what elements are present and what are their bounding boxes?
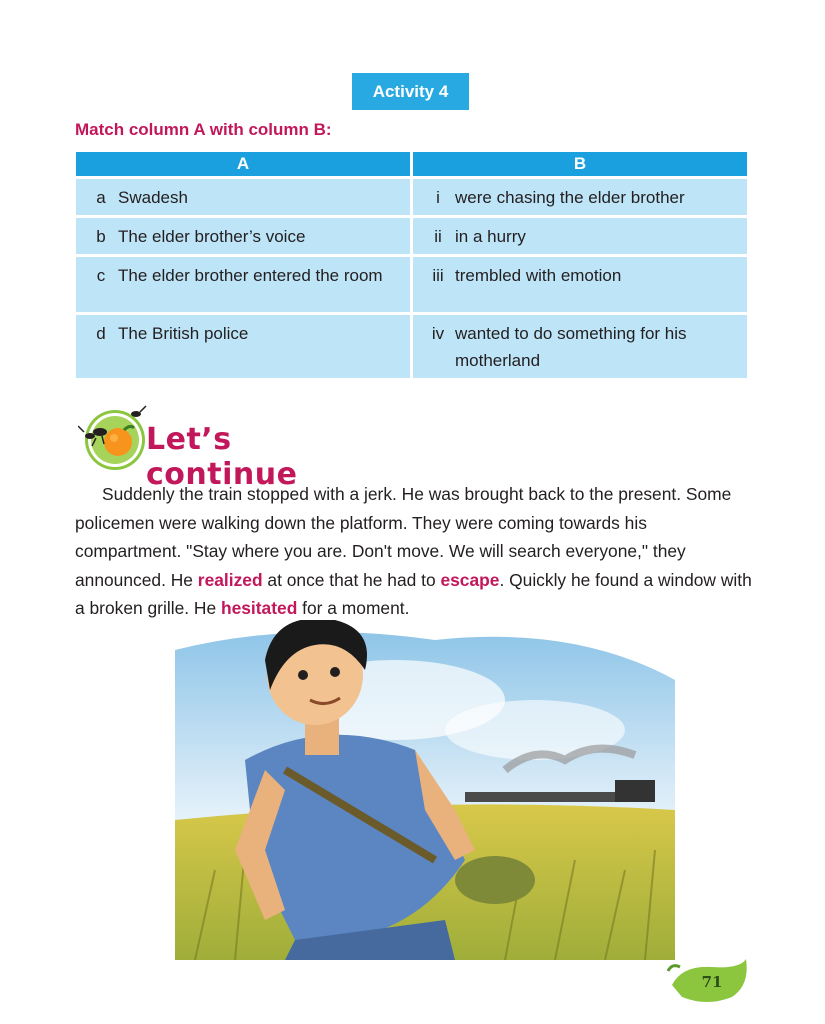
column-b-cell <box>413 315 747 378</box>
column-a-cell <box>76 315 410 378</box>
row-index: iv <box>431 324 445 343</box>
cell-text: wanted to do something for his motherland <box>455 324 687 370</box>
activity-badge: Activity 4 <box>352 73 469 110</box>
page-number: 71 <box>701 973 723 991</box>
column-b-header: B <box>413 152 747 176</box>
table-row <box>76 257 747 312</box>
column-a-header: A <box>76 152 410 176</box>
cell-text: The elder brother’s voice <box>118 227 306 246</box>
row-index: i <box>436 188 440 207</box>
column-a-cell <box>76 218 410 254</box>
story-text: at once that he had to <box>262 569 441 590</box>
section-title: Let’s continue <box>146 422 298 492</box>
cell-text: Swadesh <box>118 188 188 207</box>
section-header <box>78 402 378 492</box>
cell-text: in a hurry <box>455 227 526 246</box>
boy-in-field-illustration <box>175 620 675 960</box>
vocab-word: hesitated <box>220 598 298 618</box>
column-a-cell <box>76 179 410 215</box>
row-index: d <box>96 324 106 343</box>
vocab-word: realized <box>197 569 263 590</box>
table-row <box>76 218 747 254</box>
table-header-row <box>76 152 747 176</box>
story-text: for a moment. <box>297 598 410 618</box>
cell-text: The British police <box>118 324 249 343</box>
table-row <box>76 315 747 378</box>
story-text: Suddenly the train stopped with a jerk. He was brought back to the present. Some policemen were walking down the platform. They were coming towards his compartment. "Stay where you are. Don't move. We will search everyone," they announced. He <box>75 484 732 590</box>
row-index: c <box>96 266 106 285</box>
column-b-cell <box>413 257 747 312</box>
cell-text: were chasing the elder brother <box>455 188 685 207</box>
page-number-badge <box>662 955 752 1005</box>
row-index: b <box>96 227 106 246</box>
row-index: iii <box>432 266 444 285</box>
story-paragraph <box>75 480 755 623</box>
table-row <box>76 179 747 215</box>
column-b-cell <box>413 218 747 254</box>
ant-orange-icon <box>78 402 150 474</box>
row-index: a <box>96 188 106 207</box>
column-b-cell <box>413 179 747 215</box>
cell-text: The elder brother entered the room <box>118 266 383 285</box>
row-index: ii <box>434 227 442 246</box>
cell-text: trembled with emotion <box>455 266 622 285</box>
column-a-cell <box>76 257 410 312</box>
match-table <box>73 149 750 381</box>
instruction-heading: Match column A with column B: <box>75 120 332 139</box>
vocab-word: escape <box>440 569 500 590</box>
story-text: . Quickly he found a window with a broken grille. He <box>75 569 752 618</box>
